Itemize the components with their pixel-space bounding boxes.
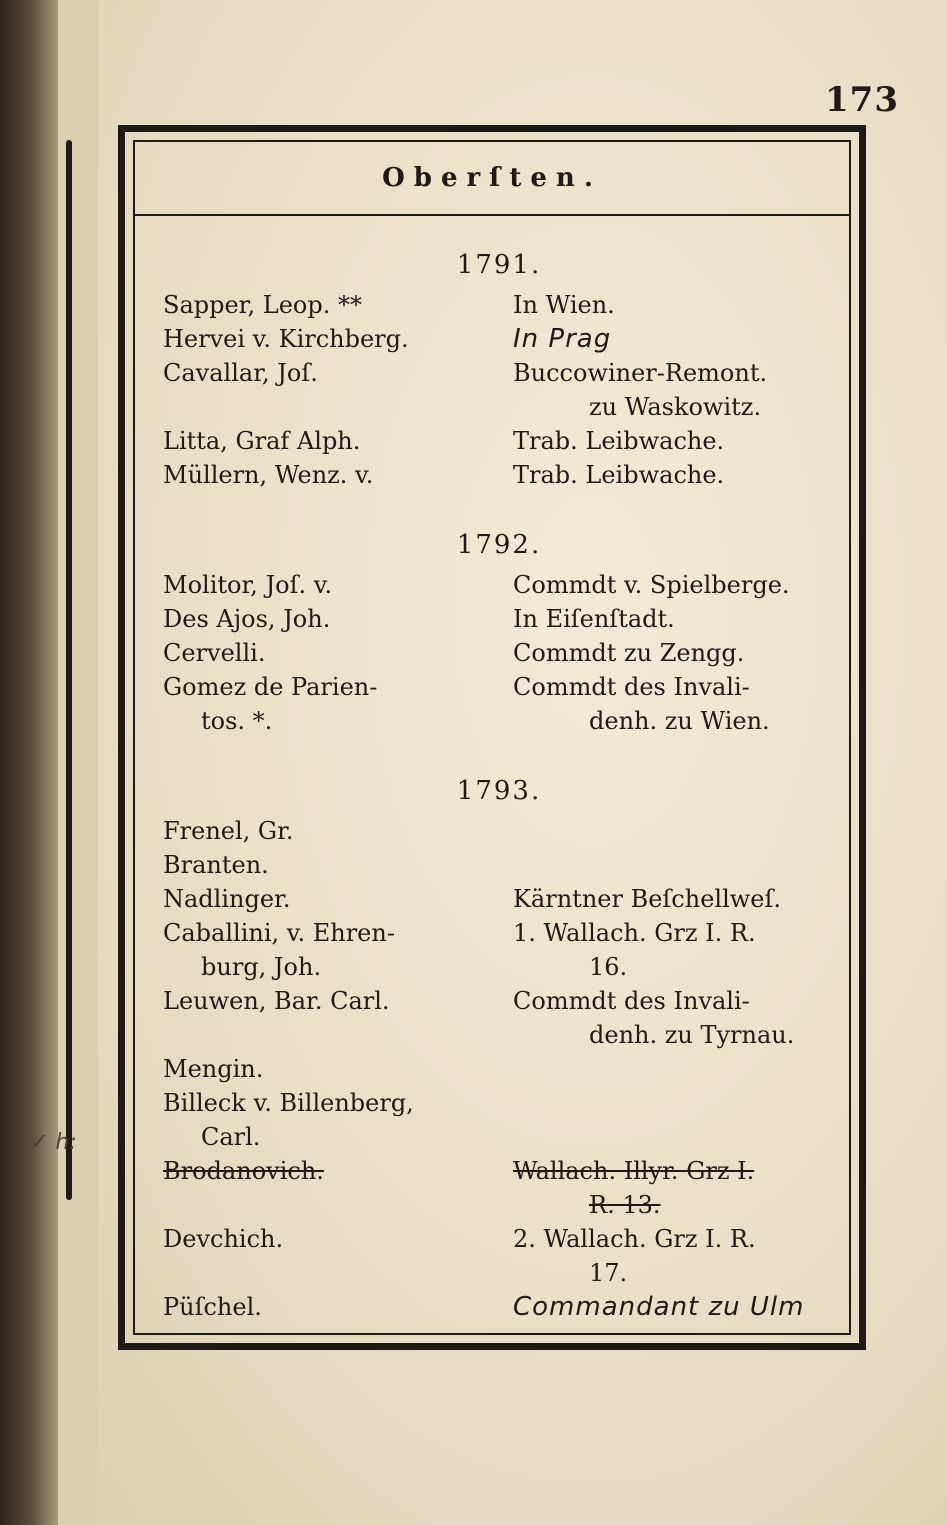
officer-name <box>163 1256 551 1290</box>
roster-row <box>163 390 835 424</box>
roster-row <box>163 458 835 492</box>
officer-name: Des Ajos, Joh. <box>163 605 331 633</box>
roster-row <box>163 568 835 602</box>
officer-name <box>163 390 551 424</box>
roster-row <box>163 1256 835 1290</box>
officer-posting: denh. zu Tyrnau. <box>589 1021 795 1049</box>
roster-row <box>163 1018 835 1052</box>
officer-name: Brodanovich. <box>163 1157 324 1185</box>
officer-name: Devchich. <box>163 1225 284 1253</box>
officer-name: Sapper, Leop. ** <box>163 291 362 319</box>
officer-posting <box>513 848 835 882</box>
officer-name: Hervei v. Kirchberg. <box>163 325 409 353</box>
officer-posting: 2. Wallach. Grz I. R. <box>513 1225 756 1253</box>
facing-page-edge <box>58 0 98 1525</box>
officer-posting: denh. zu Wien. <box>589 707 770 735</box>
officer-posting <box>513 1086 835 1120</box>
facing-page-mark <box>66 140 72 1200</box>
officer-name: Gomez de Parien- <box>163 673 378 701</box>
roster-row <box>163 1120 835 1154</box>
officer-posting: In Eiſenſtadt. <box>513 605 675 633</box>
roster-row <box>163 814 835 848</box>
officer-posting: In Wien. <box>513 291 615 319</box>
officer-posting: R. 13. <box>589 1191 661 1219</box>
officer-posting: 16. <box>589 953 628 981</box>
officer-name: burg, Joh. <box>201 953 322 981</box>
page-frame <box>118 125 866 1350</box>
officer-posting: 17. <box>589 1259 628 1287</box>
roster-row <box>163 322 835 356</box>
officer-name: Leuwen, Bar. Carl. <box>163 987 390 1015</box>
roster-row <box>163 636 835 670</box>
officer-posting <box>551 1120 835 1154</box>
officer-posting: Commdt des Invali- <box>513 673 750 701</box>
officer-name: Carl. <box>201 1123 261 1151</box>
roster-row <box>163 670 835 704</box>
roster-row <box>163 288 835 322</box>
roster-row <box>163 984 835 1018</box>
officer-name: Frenel, Gr. <box>163 817 294 845</box>
officer-posting: Commandant zu Ulm <box>513 1292 805 1322</box>
year-heading: 1793. <box>456 776 542 806</box>
page-heading: Oberſten. <box>135 142 849 216</box>
officer-name <box>163 1188 551 1222</box>
roster-content <box>163 242 835 1324</box>
officer-posting: Trab. Leibwache. <box>513 427 725 455</box>
officer-posting: Buccowiner-Remont. <box>513 359 768 387</box>
roster-row <box>163 1052 835 1086</box>
margin-note: ✓ h: <box>30 1130 77 1155</box>
officer-posting: Commdt zu Zengg. <box>513 639 745 667</box>
roster-row <box>163 1290 835 1324</box>
officer-name: Caballini, v. Ehren- <box>163 919 395 947</box>
officer-name: Litta, Graf Alph. <box>163 427 361 455</box>
officer-posting <box>513 814 835 848</box>
roster-row <box>163 848 835 882</box>
roster-row <box>163 602 835 636</box>
officer-name: tos. *. <box>201 707 273 735</box>
section-gap <box>163 738 835 768</box>
page-frame-inner <box>133 140 851 1335</box>
officer-posting: Commdt des Invali- <box>513 987 750 1015</box>
page-number: 173 <box>825 80 899 120</box>
roster-row <box>163 950 835 984</box>
officer-posting: Commdt v. Spielberge. <box>513 571 790 599</box>
roster-row <box>163 424 835 458</box>
year-heading: 1792. <box>456 530 542 560</box>
officer-name: Cavallar, Joſ. <box>163 359 318 387</box>
roster-row <box>163 704 835 738</box>
roster-row <box>163 1086 835 1120</box>
officer-posting: Trab. Leibwache. <box>513 461 725 489</box>
officer-posting: Kärntner Beſchellweſ. <box>513 885 782 913</box>
officer-posting: In Prag <box>513 324 612 354</box>
officer-name: Molitor, Joſ. v. <box>163 571 333 599</box>
roster-row <box>163 1188 835 1222</box>
officer-name: Müllern, Wenz. v. <box>163 461 374 489</box>
officer-posting: zu Waskowitz. <box>589 393 762 421</box>
officer-posting: 1. Wallach. Grz I. R. <box>513 919 756 947</box>
roster-row <box>163 1222 835 1256</box>
roster-row <box>163 916 835 950</box>
officer-name: Püſchel. <box>163 1293 262 1321</box>
officer-posting: Wallach. Illyr. Grz I. <box>513 1157 755 1185</box>
officer-name: Branten. <box>163 851 269 879</box>
officer-name: Billeck v. Billenberg, <box>163 1089 414 1117</box>
officer-posting <box>513 1052 835 1086</box>
officer-name <box>163 1018 551 1052</box>
roster-row <box>163 1154 835 1188</box>
officer-name: Mengin. <box>163 1055 264 1083</box>
year-heading: 1791. <box>456 250 542 280</box>
section-gap <box>163 492 835 522</box>
roster-row <box>163 882 835 916</box>
officer-name: Nadlinger. <box>163 885 291 913</box>
roster-row <box>163 356 835 390</box>
officer-name: Cervelli. <box>163 639 266 667</box>
